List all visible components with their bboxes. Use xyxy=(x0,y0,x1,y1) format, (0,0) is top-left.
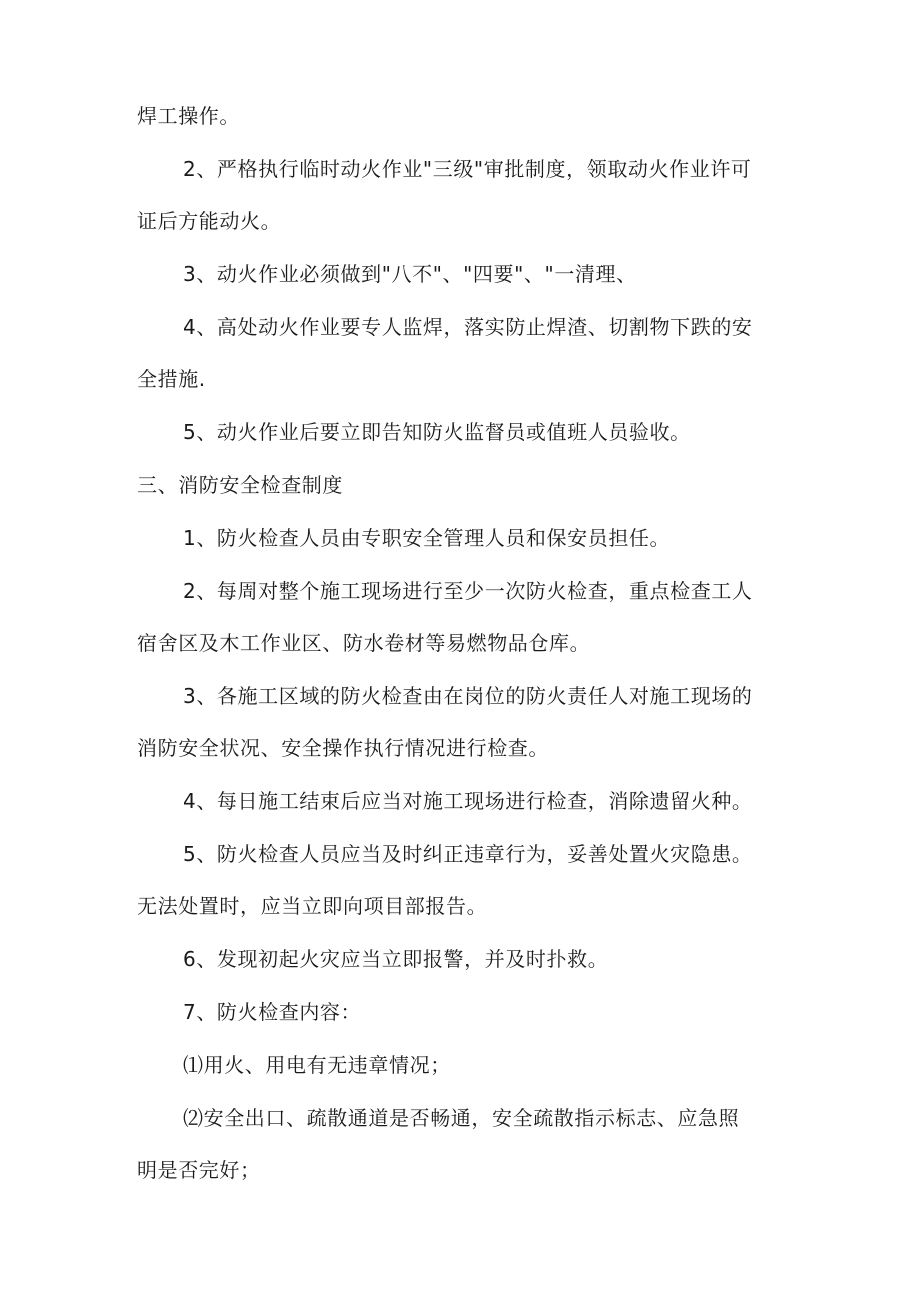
section-heading: 三、消防安全检查制度 xyxy=(137,473,343,497)
paragraph-line: 4、高处动火作业要专人监焊，落实防止焊渣、切割物下跌的安 xyxy=(183,315,753,339)
paragraph-line: 无法处置时，应当立即向项目部报告。 xyxy=(137,894,488,918)
document-body xyxy=(137,104,787,1183)
paragraph-line: 7、防火检查内容： xyxy=(183,1000,362,1024)
paragraph-line: 2、每周对整个施工现场进行至少一次防火检查，重点检查工人 xyxy=(183,579,753,603)
paragraph-line: 焊工操作。 xyxy=(137,104,240,128)
paragraph-line: 1、防火检查人员由专职安全管理人员和保安员担任。 xyxy=(183,526,671,550)
list-item: ⑴用火、用电有无违章情况； xyxy=(183,1053,451,1077)
paragraph-line: 5、防火检查人员应当及时纠正违章行为，妥善处置火灾隐患。 xyxy=(183,842,753,866)
paragraph-line: 6、发现初起火灾应当立即报警，并及时扑救。 xyxy=(183,947,609,971)
paragraph-line: 宿舍区及木工作业区、防水卷材等易燃物品仓库。 xyxy=(137,631,591,655)
paragraph-line: 全措施. xyxy=(137,367,206,391)
paragraph-line: 5、动火作业后要立即告知防火监督员或值班人员验收。 xyxy=(183,420,691,444)
paragraph-line: 消防安全状况、安全操作执行情况进行检查。 xyxy=(137,736,549,760)
list-item: ⑵安全出口、疏散通道是否畅通，安全疏散指示标志、应急照 xyxy=(183,1106,740,1130)
paragraph-line: 2、严格执行临时动火作业"三级"审批制度，领取动火作业许可 xyxy=(183,157,752,181)
paragraph-line: 3、各施工区域的防火检查由在岗位的防火责任人对施工现场的 xyxy=(183,684,753,708)
list-item: 明是否完好； xyxy=(137,1158,261,1182)
paragraph-line: 证后方能动火。 xyxy=(137,209,282,233)
paragraph-line: 3、动火作业必须做到"八不"、"四要"、"一清理、 xyxy=(183,262,637,286)
paragraph-line: 4、每日施工结束后应当对施工现场进行检查，消除遗留火种。 xyxy=(183,789,753,813)
